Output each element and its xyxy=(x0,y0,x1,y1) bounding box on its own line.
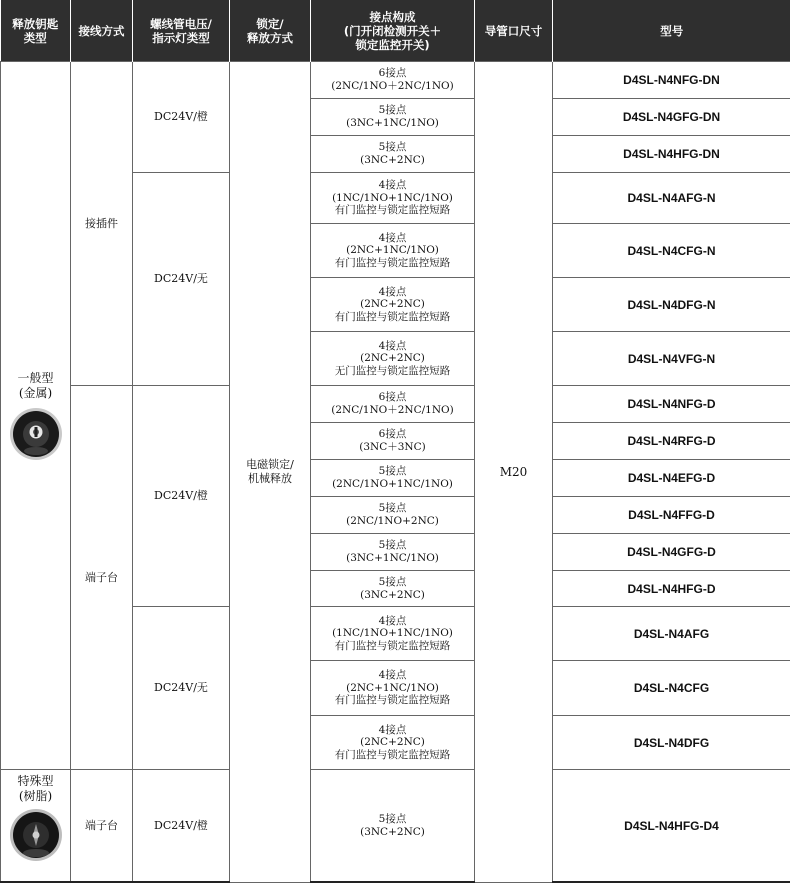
solenoid-type: DC24V/橙 xyxy=(133,62,230,173)
header-release-key: 释放钥匙 类型 xyxy=(1,0,71,62)
contact-config: 5接点 (3NC+2NC) xyxy=(311,136,475,173)
header-wiring: 接线方式 xyxy=(71,0,133,62)
model-number: D4SL-N4GFG-D xyxy=(553,534,790,571)
model-number: D4SL-N4RFG-D xyxy=(553,423,790,460)
solenoid-type: DC24V/橙 xyxy=(133,386,230,607)
contact-config: 4接点 (2NC+1NC/1NO) 有门监控与锁定监控短路 xyxy=(311,224,475,278)
key-type-material: (金属) xyxy=(1,386,70,401)
model-number: D4SL-N4FFG-D xyxy=(553,497,790,534)
header-solenoid: 螺线管电压/ 指示灯类型 xyxy=(133,0,230,62)
lock-method: 电磁锁定/ 机械释放 xyxy=(230,62,311,883)
wiring-terminal: 端子台 xyxy=(71,386,133,770)
header-model: 型号 xyxy=(553,0,790,62)
header-lock: 锁定/ 释放方式 xyxy=(230,0,311,62)
contact-config: 4接点 (2NC+2NC) 无门监控与锁定监控短路 xyxy=(311,332,475,386)
contact-config: 5接点 (3NC+2NC) xyxy=(311,571,475,607)
model-number: D4SL-N4AFG xyxy=(553,607,790,661)
contact-config: 5接点 (3NC+1NC/1NO) xyxy=(311,99,475,136)
model-number: D4SL-N4AFG-N xyxy=(553,173,790,224)
resin-release-key-icon xyxy=(9,808,63,862)
contact-config: 4接点 (2NC+2NC) 有门监控与锁定监控短路 xyxy=(311,716,475,770)
contact-config: 5接点 (2NC/1NO+1NC/1NO) xyxy=(311,460,475,497)
model-number: D4SL-N4VFG-N xyxy=(553,332,790,386)
solenoid-type: DC24V/无 xyxy=(133,173,230,386)
key-type-name: 一般型 xyxy=(1,371,70,386)
contact-config: 5接点 (3NC+1NC/1NO) xyxy=(311,534,475,571)
model-number: D4SL-N4HFG-D4 xyxy=(553,770,790,883)
model-number: D4SL-N4HFG-DN xyxy=(553,136,790,173)
table-row xyxy=(1,770,790,883)
key-type-metal xyxy=(1,62,71,770)
header-contacts: 接点构成 (门开闭检测开关＋ 锁定监控开关) xyxy=(311,0,475,62)
model-number: D4SL-N4HFG-D xyxy=(553,571,790,607)
conduit-size: M20 xyxy=(475,62,553,883)
contact-config: 4接点 (2NC+2NC) 有门监控与锁定监控短路 xyxy=(311,278,475,332)
model-number: D4SL-N4NFG-D xyxy=(553,386,790,423)
model-number: D4SL-N4NFG-DN xyxy=(553,62,790,99)
solenoid-type: DC24V/无 xyxy=(133,607,230,770)
contact-config: 6接点 (3NC＋3NC) xyxy=(311,423,475,460)
header-conduit: 导管口尺寸 xyxy=(475,0,553,62)
wiring-connector: 接插件 xyxy=(71,62,133,386)
model-number: D4SL-N4DFG-N xyxy=(553,278,790,332)
model-number: D4SL-N4GFG-DN xyxy=(553,99,790,136)
key-type-resin xyxy=(1,770,71,883)
contact-config: 4接点 (2NC+1NC/1NO) 有门监控与锁定监控短路 xyxy=(311,661,475,716)
model-number: D4SL-N4EFG-D xyxy=(553,460,790,497)
header-row xyxy=(1,0,790,62)
metal-release-key-icon xyxy=(9,407,63,461)
table-row xyxy=(1,62,790,99)
model-number: D4SL-N4DFG xyxy=(553,716,790,770)
table-row xyxy=(1,386,790,423)
key-type-material: (树脂) xyxy=(1,789,70,804)
contact-config: 4接点 (1NC/1NO+1NC/1NO) 有门监控与锁定监控短路 xyxy=(311,607,475,661)
contact-config: 5接点 (3NC+2NC) xyxy=(311,770,475,883)
contact-config: 4接点 (1NC/1NO+1NC/1NO) 有门监控与锁定监控短路 xyxy=(311,173,475,224)
wiring-terminal: 端子台 xyxy=(71,770,133,883)
contact-config: 6接点 (2NC/1NO＋2NC/1NO) xyxy=(311,62,475,99)
contact-config: 6接点 (2NC/1NO＋2NC/1NO) xyxy=(311,386,475,423)
key-type-name: 特殊型 xyxy=(1,774,70,789)
contact-config: 5接点 (2NC/1NO+2NC) xyxy=(311,497,475,534)
model-number: D4SL-N4CFG-N xyxy=(553,224,790,278)
solenoid-type: DC24V/橙 xyxy=(133,770,230,883)
model-number: D4SL-N4CFG xyxy=(553,661,790,716)
